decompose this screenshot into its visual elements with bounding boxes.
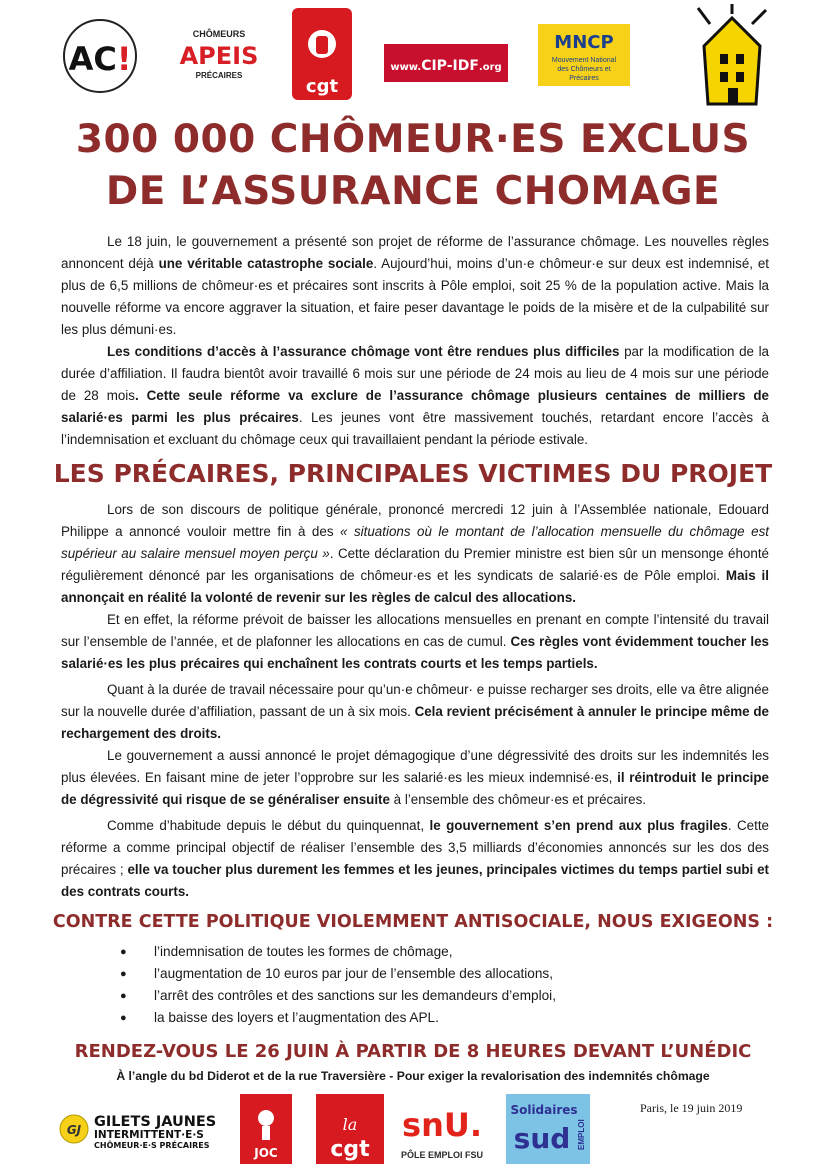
cip-idf-logo <box>384 44 508 82</box>
svg-text:Mouvement National: Mouvement National <box>551 57 617 64</box>
text-run: par la modification de la durée d’affiliation. Il faudra bientôt avoir travaillé 6 mois sur une période de 24 mois au lieu de 4 mois sur une période de 28 mois <box>61 344 769 403</box>
text-run: . Les jeunes vont être massivement touchés, retardant encore l’accès à l’indemnisation et excluant du chômage ceux qui travaillaient pendant la période estivale. <box>61 410 769 447</box>
svg-text:CHÔMEURS: CHÔMEURS <box>192 29 246 39</box>
text-run: Et en effet, la réforme prévoit de baisser les allocations mensuelles en prenant en compte l’intensité du travail sur l’ensemble de l’année, et de plafonner les allocations en cas de cumul. <box>61 612 769 649</box>
section-title: LES PRÉCAIRES, PRINCIPALES VICTIMES DU PROJET <box>53 459 773 488</box>
joc-wordmark: JOC <box>254 1146 278 1160</box>
sud-emploi-logo <box>506 1094 590 1164</box>
demands-title: CONTRE CETTE POLITIQUE VIOLEMMENT ANTISOCIALE, NOUS EXIGEONS : <box>52 912 774 932</box>
text-run: Comme d’habitude depuis le début du quinquennat, <box>107 818 430 833</box>
body-paragraph <box>61 609 769 675</box>
body-paragraph <box>61 499 769 609</box>
body-paragraph <box>61 815 769 903</box>
bold-run: Ces règles vont évidemment toucher les salarié·es les plus précaires qui enchaînent les contrats courts et les temps partiels. <box>61 634 769 671</box>
svg-text:GJ: GJ <box>66 1123 82 1137</box>
svg-text:PRÉCAIRES: PRÉCAIRES <box>195 71 243 80</box>
document-date: Paris, le 19 juin 2019 <box>640 1101 743 1115</box>
mncp-logo <box>538 24 630 86</box>
svg-text:Solidaires: Solidaires <box>510 1103 578 1117</box>
svg-text:INTERMITTENT·E·S: INTERMITTENT·E·S <box>94 1129 204 1141</box>
intro-paragraph <box>61 341 769 451</box>
list-item: ● l’indemnisation de toutes les formes de chômage, <box>120 941 760 963</box>
svg-text:CHÔMEUR·E·S PRÉCAIRES: CHÔMEUR·E·S PRÉCAIRES <box>94 1141 210 1150</box>
text-run: Le gouvernement a aussi annoncé le projet démagogique d’une dégressivité des droits sur les indemnités les plus élevées. En faisant mine de jeter l’opprobre sur les salarié·es les mieux indemnisé·es, <box>61 748 769 785</box>
list-item: ● l’arrêt des contrôles et des sanctions sur les demandeurs d’emploi, <box>120 985 760 1007</box>
ac-logo <box>60 14 140 96</box>
apeis-logo <box>176 26 262 86</box>
cgt-wordmark: cgt <box>330 1137 370 1162</box>
svg-text:Précaires: Précaires <box>569 75 599 82</box>
title-line-2: DE L’ASSURANCE CHOMAGE <box>105 169 721 214</box>
svg-text:PÔLE EMPLOI FSU: PÔLE EMPLOI FSU <box>400 1150 484 1160</box>
body-paragraph <box>61 679 769 745</box>
partner-logos-top <box>0 0 826 112</box>
italic-run: « situations où le montant de l’allocation mensuelle du chômage est supérieur au salaire mensuel moyen perçu » <box>61 524 769 561</box>
text-run: Lors de son discours de politique générale, prononcé mercredi 12 juin à l’Assemblée nationale, Edouard Philippe a annoncé vouloir mettre fin à des <box>61 502 769 539</box>
svg-text:snU.: snU. <box>402 1106 482 1144</box>
svg-text:EMPLOI: EMPLOI <box>577 1119 586 1150</box>
bold-run: il réintroduit le principe de dégressivité qui risque de se généraliser ensuite <box>61 770 769 807</box>
apeis-wordmark: APEIS <box>179 42 259 70</box>
bold-run: le gouvernement s’en prend aux plus fragiles <box>429 818 728 833</box>
bold-run: Cela revient précisément à annuler le principe même de rechargement des droits. <box>61 704 769 741</box>
svg-text:AC!: AC! <box>68 40 132 78</box>
list-item: ● la baisse des loyers et l’augmentation des APL. <box>120 1007 760 1029</box>
body-paragraph <box>61 745 769 811</box>
cgt-chomeurs-logo <box>290 6 354 102</box>
text-run: . Cette déclaration du Premier ministre est bien sûr un mensonge éhonté régulièrement dénoncé par les organisations de chômeur·es et les syndicats de salarié·es de Pôle emploi. <box>61 546 769 583</box>
droit-au-logement-logo <box>690 4 772 108</box>
text-run: Quant à la durée de travail nécessaire pour qu’un·e chômeur· e puisse recharger ses droits, elle va être alignée sur la nouvelle durée d’affiliation, passant de un à six mois. <box>61 682 769 719</box>
snu-logo <box>398 1092 488 1166</box>
text-run: Le 18 juin, le gouvernement a présenté son projet de réforme de l’assurance chômage. Les nouvelles règles annoncent déjà <box>61 234 769 271</box>
bold-run: une véritable catastrophe sociale <box>158 256 374 271</box>
text-run: à l’ensemble des chômeur·es et précaires. <box>389 792 646 807</box>
rendezvous-subtitle: À l’angle du bd Diderot et de la rue Traversière - Pour exiger la revalorisation des indemnités chômage <box>116 1069 710 1083</box>
svg-text:sud: sud <box>513 1122 571 1155</box>
bold-run: Mais il annonçait en réalité la volonté de revenir sur les règles de calcul des allocations. <box>61 568 770 605</box>
svg-text:www.CIP-IDF.org: www.CIP-IDF.org <box>390 58 502 74</box>
joc-logo <box>240 1094 292 1164</box>
text-run: . Cette réforme a comme principal objectif de réaliser l’ensemble des 3,5 milliards d’économies annoncés sur les dos des précaires ; <box>61 818 769 877</box>
svg-text:GILETS JAUNES: GILETS JAUNES <box>94 1114 217 1130</box>
cip-wordmark: CIP-IDF <box>421 58 479 74</box>
text-run: . Aujourd’hui, moins d’un·e chômeur·e sur deux est indemnisé, et plus de 6,5 millions de chômeur·es et précaires sont inscrits à Pôle emploi, soit 25 % de la population active. Mais la nouvelle réforme va encore aggraver la situation, et faire peser davantage le poids de la misère et de la culpabilité sur les plus démuni·es. <box>61 256 769 337</box>
cgt-wordmark: cgt <box>305 76 339 97</box>
intro-paragraph <box>61 231 769 341</box>
mncp-wordmark: MNCP <box>554 32 614 53</box>
bold-run: . Cette seule réforme va exclure de l’assurance chômage plusieurs centaines de milliers de salarié·es parmi les plus précaires <box>61 388 769 425</box>
title-line-1: 300 000 CHÔMEUR·ES EXCLUS <box>75 117 751 162</box>
svg-text:des Chômeurs et: des Chômeurs et <box>557 66 611 73</box>
demands-list <box>120 941 760 1029</box>
list-item: ● l’augmentation de 10 euros par jour de l’ensemble des allocations, <box>120 963 760 985</box>
svg-text:la: la <box>342 1115 358 1134</box>
rendezvous-title: RENDEZ-VOUS LE 26 JUIN À PARTIR DE 8 HEURES DEVANT L’UNÉDIC <box>74 1041 752 1062</box>
bold-run: elle va toucher plus durement les femmes et les jeunes, principales victimes du temps partiel subi et des contrats courts. <box>61 862 770 899</box>
gilets-jaunes-logo <box>58 1102 228 1156</box>
cgt-logo <box>316 1094 384 1164</box>
bold-run: Les conditions d’accès à l’assurance chômage vont être rendues plus difficiles <box>107 344 620 359</box>
